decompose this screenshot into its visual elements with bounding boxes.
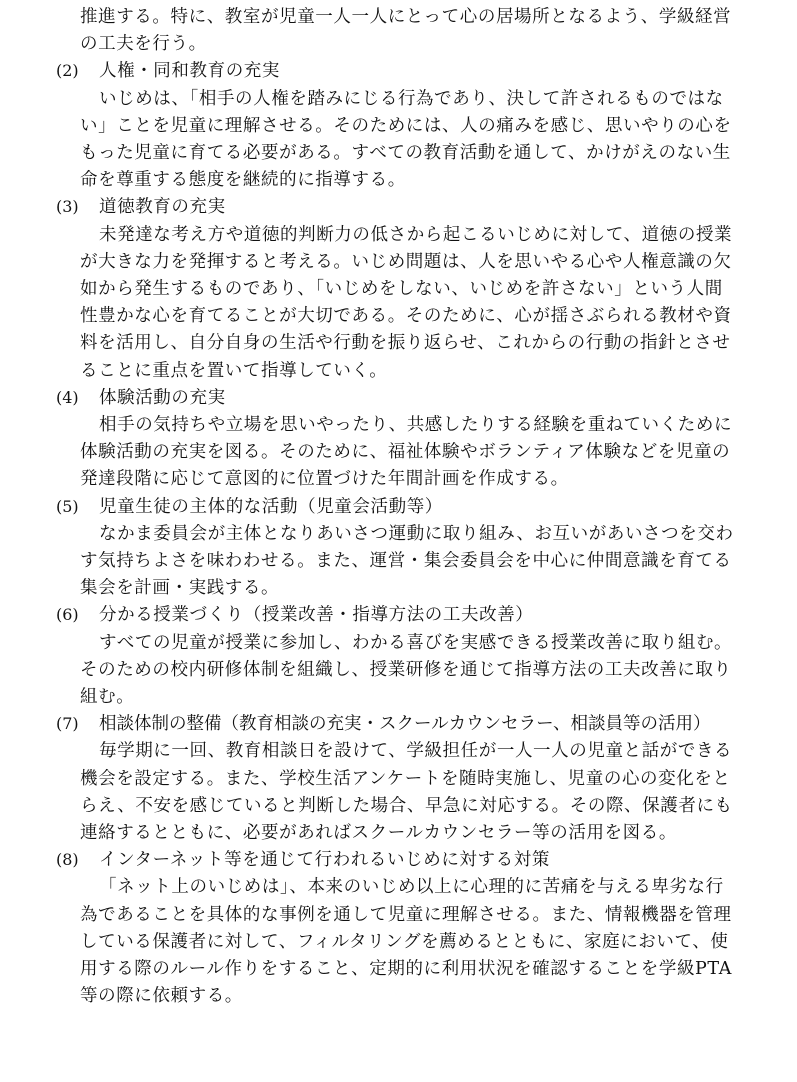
body-line: すべての児童が授業に参加し、わかる喜びを実感できる授業改善に取り組む。 (99, 632, 733, 653)
body-line: い」ことを児童に理解させる。そのためには、人の痛みを感じ、思いやりの心を (80, 115, 732, 136)
section-number: (4) (56, 387, 79, 407)
body-line: 等の際に依頼する。 (80, 986, 243, 1007)
section-number: (8) (56, 850, 79, 870)
body-line: 「ネット上のいじめは」、本来のいじめ以上に心理的に苦痛を与える卑劣な行 (99, 877, 724, 898)
body-line: ることに重点を置いて指導していく。 (80, 360, 388, 381)
body-line: 性豊かな心を育てることが大切である。そのために、心が揺さぶられる教材や資 (80, 306, 732, 327)
body-line: が大きな力を発揮すると考える。いじめ問題は、人を思いやる心や人権意識の欠 (80, 251, 732, 272)
section-heading: 相談体制の整備（教育相談の充実・スクールカウンセラー、相談員等の活用） (99, 714, 711, 735)
section-heading: 人権・同和教育の充実 (99, 61, 280, 82)
body-line: している保護者に対して、フィルタリングを薦めるとともに、家庭において、使 (80, 931, 729, 952)
section-heading: インターネット等を通じて行われるいじめに対する対策 (99, 850, 550, 871)
section-heading: 道徳教育の充実 (99, 197, 226, 218)
body-line: す気持ちよさを味わわせる。また、運営・集会委員会を中心に仲間意識を育てる (80, 551, 732, 571)
intro-line: の工夫を行う。 (80, 34, 207, 55)
section-heading: 体験活動の充実 (99, 387, 226, 408)
body-line: 機会を設定する。また、学校生活アンケートを随時実施し、児童の心の変化をと (80, 768, 731, 789)
intro-line: 推進する。特に、教室が児童一人一人にとって心の居場所となるよう、学級経営 (80, 7, 732, 27)
body-line: そのための校内研修体制を組織し、授業研修を通じて指導方法の工夫改善に取り (80, 659, 732, 680)
body-line: 集会を計画・実践する。 (80, 578, 280, 599)
body-line: 用する際のルール作りをすること、定期的に利用状況を確認することを学級PTA (80, 959, 732, 979)
body-line: 体験活動の充実を図る。そのために、福祉体験やボランティア体験などを児童の (80, 442, 731, 463)
body-line: 連絡するとともに、必要があればスクールカウンセラー等の活用を図る。 (80, 823, 677, 843)
section-number: (2) (56, 61, 79, 81)
body-line: 発達段階に応じて意図的に位置づけた年間計画を作成する。 (80, 469, 569, 490)
section-heading: 分かる授業づくり（授業改善・指導方法の工夫改善） (99, 605, 534, 626)
body-line: もった児童に育てる必要がある。すべての教育活動を通して、かけがえのない生 (80, 143, 731, 163)
body-line: 相手の気持ちや立場を思いやったり、共感したりする経験を重ねていくために (99, 415, 733, 435)
body-line: 如から発生するものであり、「いじめをしない、いじめを許さない」という人間 (80, 279, 723, 299)
body-line: 組む。 (80, 687, 135, 707)
section-number: (7) (56, 714, 79, 734)
body-line: なかま委員会が主体となりあいさつ運動に取り組み、お互いがあいさつを交わ (99, 523, 734, 544)
body-line: 未発達な考え方や道徳的判断力の低さから起こるいじめに対して、道徳の授業 (99, 224, 733, 245)
section-number: (6) (56, 605, 79, 625)
body-line: 毎学期に一回、教育相談日を設けて、学級担任が一人一人の児童と話ができる (99, 741, 733, 762)
body-line: 命を尊重する態度を継続的に指導する。 (80, 170, 406, 191)
section-number: (3) (56, 197, 79, 217)
section-number: (5) (56, 496, 79, 516)
body-line: 料を活用し、自分自身の生活や行動を振り返らせ、これからの行動の指針とさせ (80, 333, 731, 354)
section-heading: 児童生徒の主体的な活動（児童会活動等） (99, 496, 443, 517)
body-line: らえ、不安を感じていると判断した場合、早急に対応する。その際、保護者にも (80, 795, 733, 816)
body-line: 為であることを具体的な事例を通して児童に理解させる。また、情報機器を管理 (80, 904, 732, 925)
body-line: いじめは、「相手の人権を踏みにじる行為であり、決して許されるものではな (99, 88, 724, 109)
